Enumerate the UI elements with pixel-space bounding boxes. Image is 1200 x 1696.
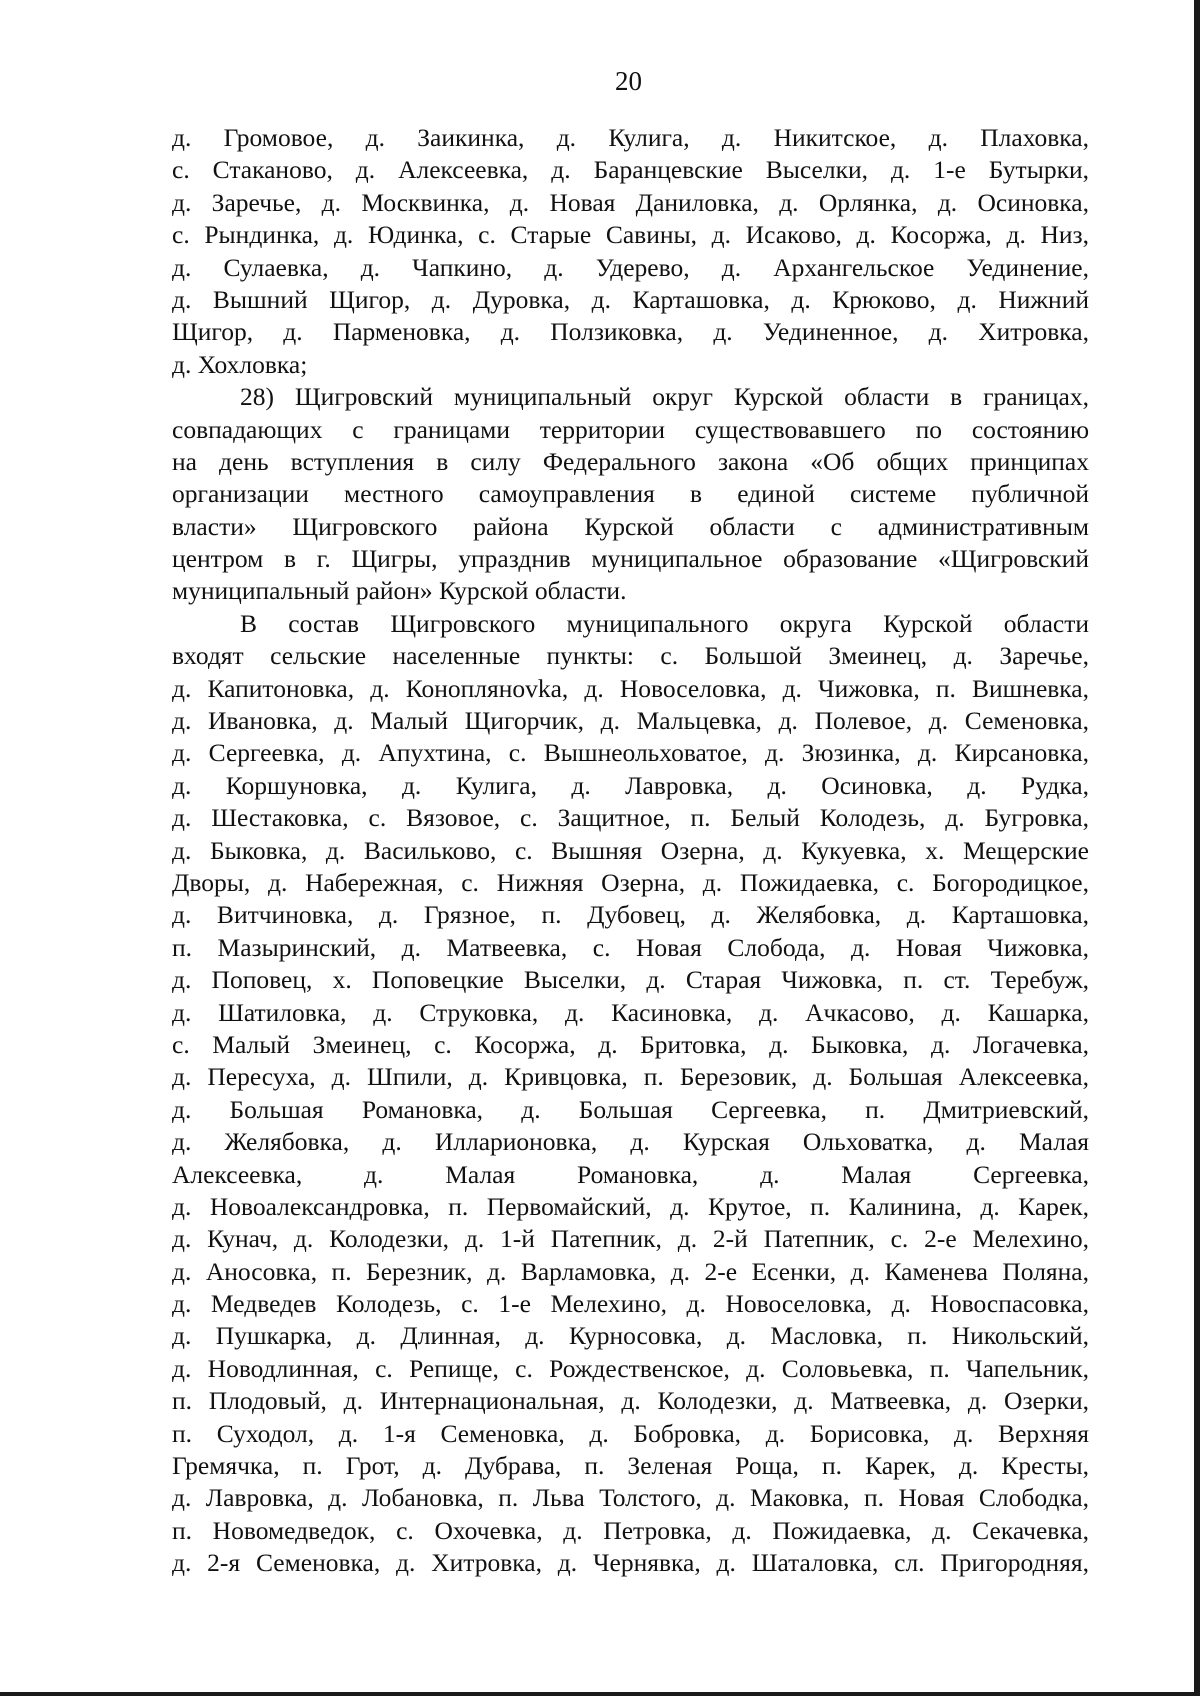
- text-line: д. Медведев Колодезь, с. 1-е Мелехино, д. Новоселовка, д. Новоспасовка,: [172, 1289, 1089, 1319]
- text-line: д. Сергеевка, д. Апухтина, с. Вышнеольховатое, д. Зюзинка, д. Кирсановка,: [172, 738, 1089, 768]
- text-line: д. Ивановка, д. Малый Щигорчик, д. Мальцевка, д. Полевое, д. Семеновка,: [172, 706, 1089, 736]
- text-line: центром в г. Щигры, упразднив муниципальное образование «Щигровский: [172, 544, 1089, 574]
- text-line: д. Громовое, д. Заикинка, д. Кулига, д. Никитское, д. Плаховка,: [172, 123, 1089, 152]
- text-line: муниципальный район» Курской области.: [172, 576, 627, 606]
- text-line: д. Лавровка, д. Лобановка, п. Льва Толстого, д. Маковка, п. Новая Слободка,: [172, 1483, 1089, 1513]
- text-line: д. Коршуновка, д. Кулига, д. Лавровка, д. Осиновка, д. Рудка,: [172, 770, 1089, 800]
- page-number: 20: [615, 66, 642, 96]
- text-line: д. Аносовка, п. Березник, д. Варламовка, д. 2-е Есенки, д. Каменева Поляна,: [172, 1256, 1089, 1286]
- text-line: Гремячка, п. Грот, д. Дубрава, п. Зеленая Роща, п. Карек, д. Кресты,: [172, 1451, 1089, 1481]
- text-line: д. Шатиловка, д. Струковка, д. Касиновка, д. Ачкасово, д. Кашарка,: [172, 997, 1089, 1027]
- text-line: д. Новоалександровка, п. Первомайский, д. Крутое, п. Калинина, д. Карек,: [172, 1191, 1089, 1221]
- text-line: д. Заречье, д. Москвинка, д. Новая Даниловка, д. Орлянка, д. Осиновка,: [172, 187, 1089, 217]
- text-line: Алексеевка, д. Малая Романовка, д. Малая Сергеевка,: [172, 1159, 1089, 1189]
- text-line: п. Плодовый, д. Интернациональная, д. Колодезки, д. Матвеевка, д. Озерки,: [172, 1386, 1089, 1416]
- scan-edge-bottom: [0, 1692, 1200, 1696]
- text-line: с. Рындинка, д. Юдинка, с. Старые Савины, д. Исаково, д. Косоржа, д. Низ,: [172, 220, 1089, 250]
- scan-edge-right: [1194, 0, 1200, 1696]
- body-text: [172, 122, 1089, 1580]
- text-line: власти» Щигровского района Курской области с административным: [172, 511, 1089, 541]
- text-line: д. Желябовка, д. Илларионовка, д. Курская Ольховатка, д. Малая: [172, 1127, 1089, 1157]
- text-line: с. Стаканово, д. Алексеевка, д. Баранцевские Выселки, д. 1-е Бутырки,: [172, 155, 1089, 185]
- text-line: д. Пересуха, д. Шпили, д. Кривцовка, п. Березовик, д. Большая Алексеевка,: [172, 1062, 1089, 1092]
- text-line: д. Поповец, х. Поповецкие Выселки, д. Старая Чижовка, п. ст. Теребуж,: [172, 965, 1089, 995]
- text-line: Щигор, д. Парменовка, д. Ползиковка, д. Уединенное, д. Хитровка,: [172, 317, 1089, 347]
- text-line: д. Быковка, д. Васильково, с. Вышняя Озерна, д. Кукуевка, х. Мещерские: [172, 835, 1089, 865]
- text-line: п. Мазыринский, д. Матвеевка, с. Новая Слобода, д. Новая Чижовка,: [172, 932, 1089, 962]
- text-line: В состав Щигровского муниципального округа Курской области: [240, 608, 1089, 638]
- text-line: п. Суходол, д. 1-я Семеновка, д. Бобровка, д. Борисовка, д. Верхняя: [172, 1418, 1089, 1448]
- text-line: д. Большая Романовка, д. Большая Сергеевка, п. Дмитриевский,: [172, 1094, 1089, 1124]
- text-line: д. Сулаевка, д. Чапкино, д. Удерево, д. Архангельское Уединение,: [172, 252, 1089, 282]
- text-line: входят сельские населенные пункты: с. Большой Змеинец, д. Заречье,: [172, 641, 1089, 671]
- text-line: д. Витчиновка, д. Грязное, п. Дубовец, д. Желябовка, д. Карташовка,: [172, 900, 1089, 930]
- text-line: д. Хохловка;: [172, 349, 308, 379]
- text-line: п. Новомедведок, с. Охочевка, д. Петровка, д. Пожидаевка, д. Секачевка,: [172, 1515, 1089, 1545]
- text-line: 28) Щигровский муниципальный округ Курской области в границах,: [240, 382, 1089, 412]
- text-line: д. Шестаковка, с. Вязовое, с. Защитное, п. Белый Колодезь, д. Бугровка,: [172, 803, 1089, 833]
- text-line: д. Пушкарка, д. Длинная, д. Курносовка, д. Масловка, п. Никольский,: [172, 1321, 1089, 1351]
- text-line: д. Вышний Щигор, д. Дуровка, д. Карташовка, д. Крюково, д. Нижний: [172, 284, 1089, 314]
- text-line: с. Малый Змеинец, с. Косоржа, д. Бритовка, д. Быковка, д. Логачевка,: [172, 1029, 1089, 1059]
- text-line: организации местного самоуправления в единой системе публичной: [172, 479, 1089, 509]
- text-line: д. Новодлинная, с. Репище, с. Рождественское, д. Соловьевка, п. Чапельник,: [172, 1353, 1089, 1383]
- text-line: Дворы, д. Набережная, с. Нижняя Озерна, д. Пожидаевка, с. Богородицкое,: [172, 867, 1089, 897]
- text-line: д. Кунач, д. Колодезки, д. 1-й Патепник, д. 2-й Патепник, с. 2-е Мелехино,: [172, 1224, 1089, 1254]
- text-line: на день вступления в силу Федерального закона «Об общих принципах: [172, 446, 1089, 476]
- text-line: совпадающих с границами территории существовавшего по состоянию: [172, 414, 1089, 444]
- text-line: д. 2-я Семеновка, д. Хитровка, д. Чернявка, д. Шаталовка, сл. Пригородняя,: [172, 1548, 1089, 1578]
- text-line: д. Капитоновка, д. Коноплянovka, д. Новоселовка, д. Чижовка, п. Вишневка,: [172, 673, 1089, 703]
